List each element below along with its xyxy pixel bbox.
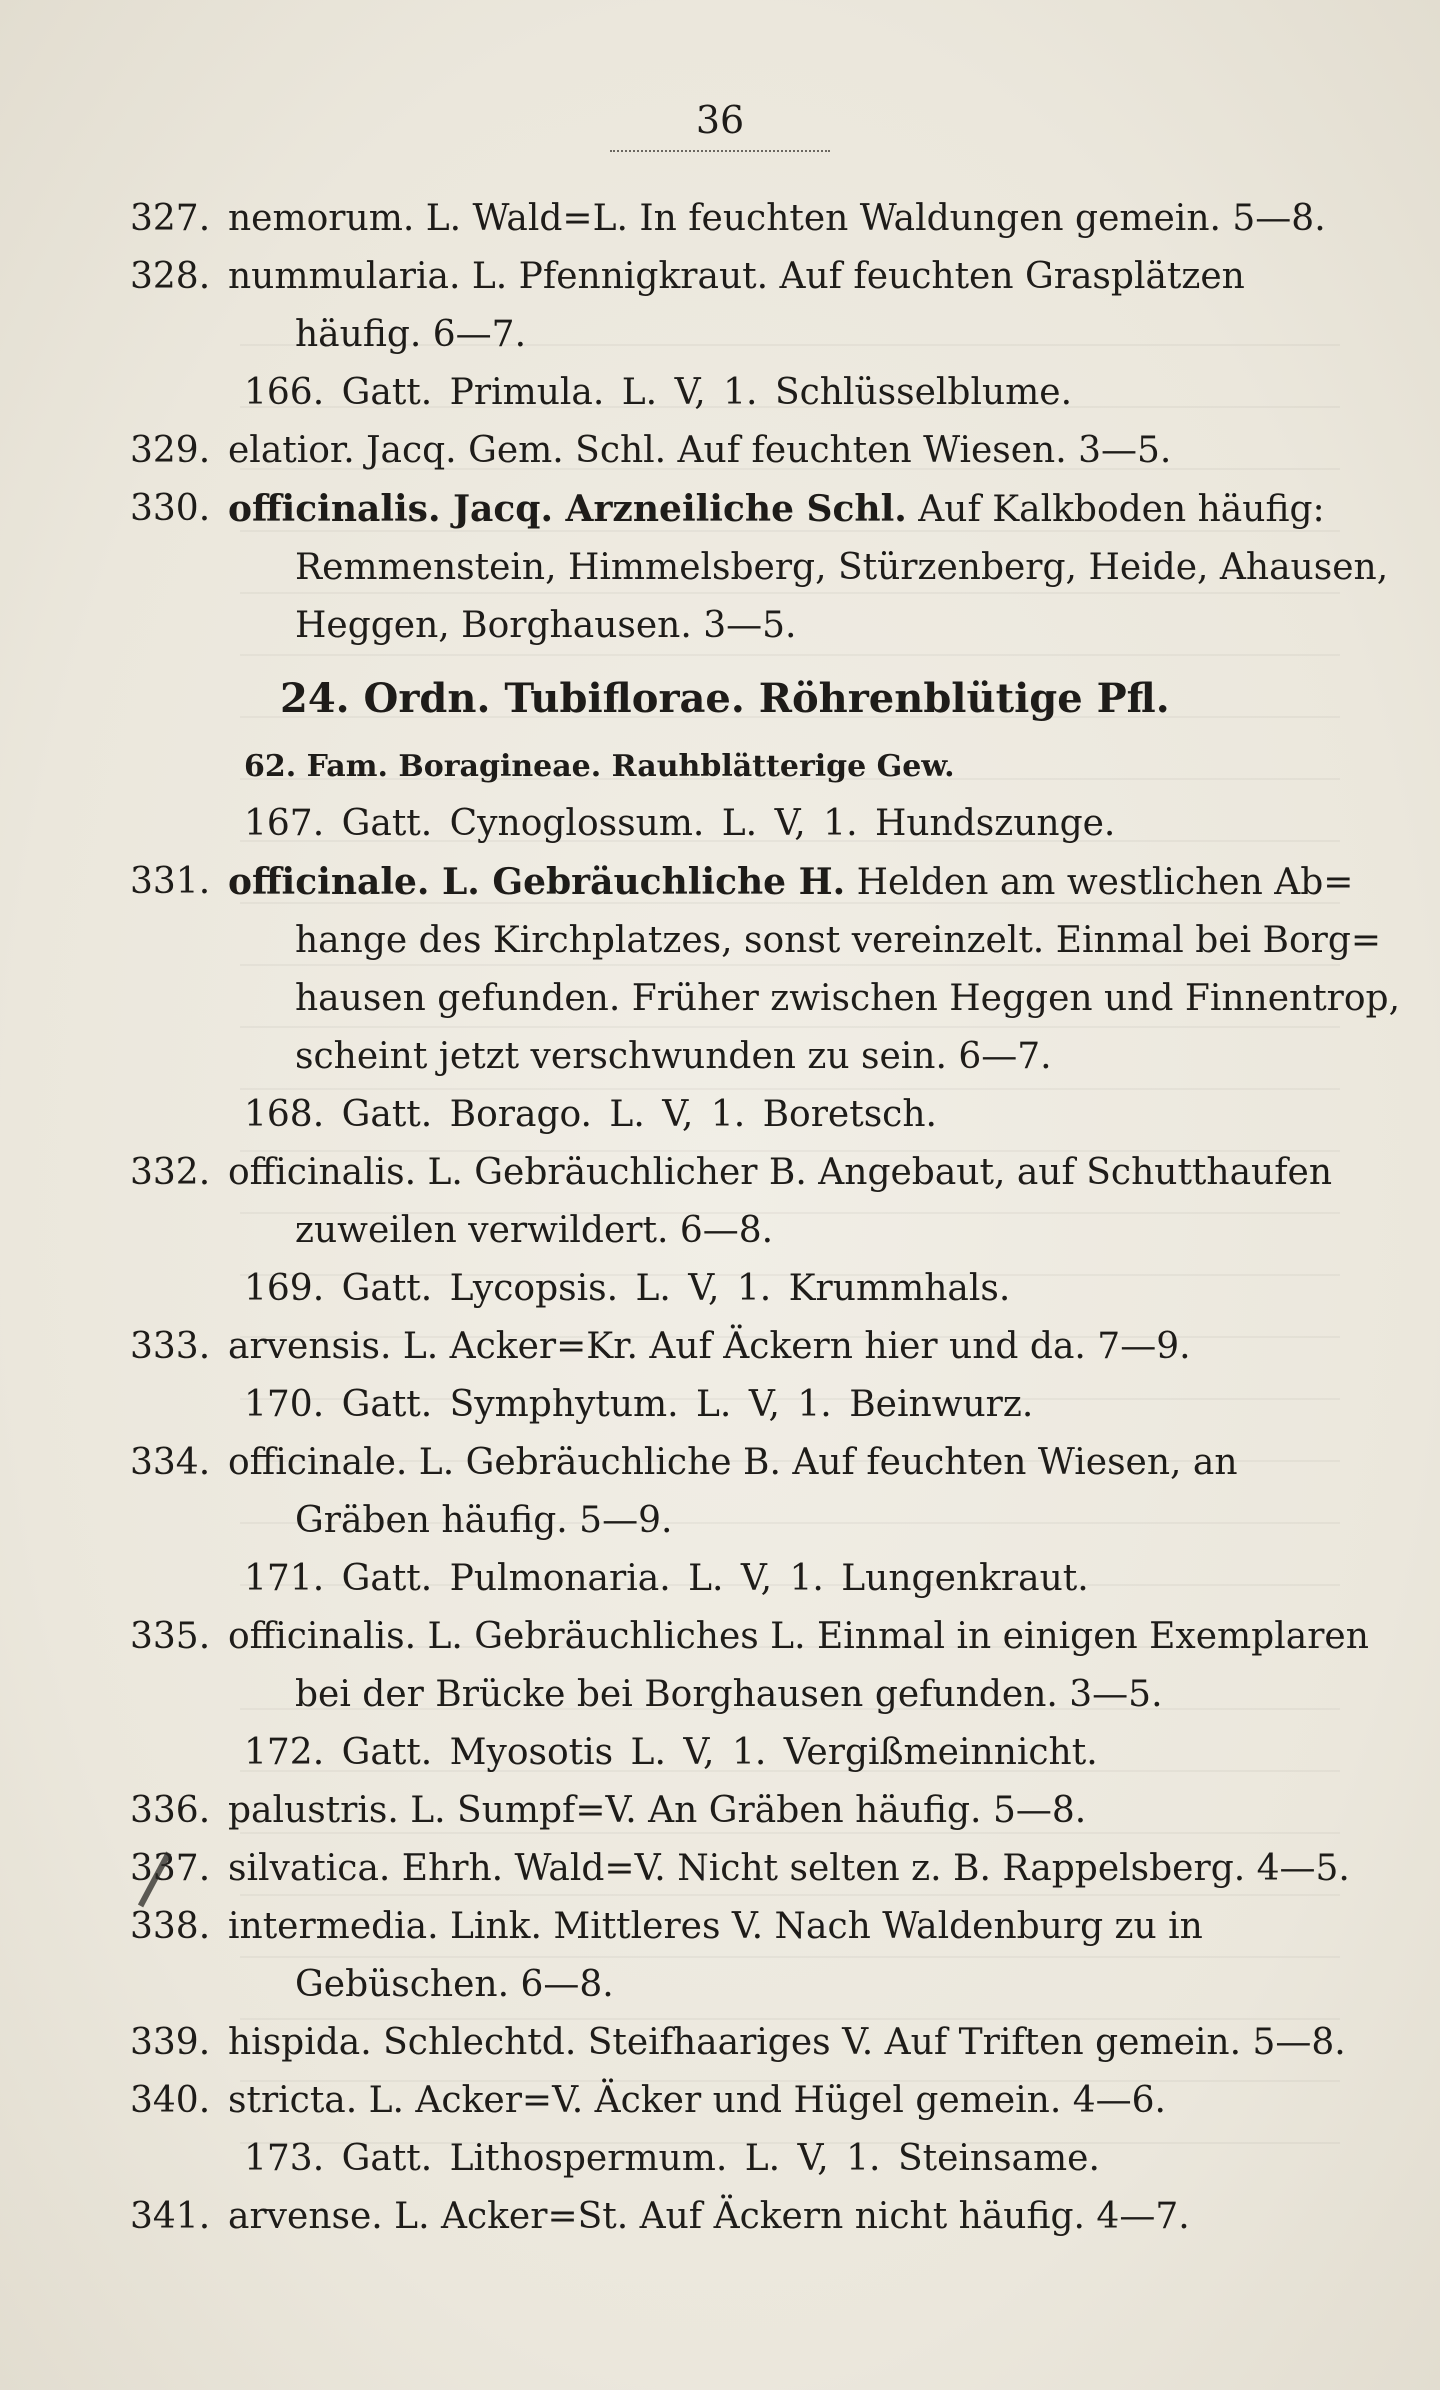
entry-number: 338. xyxy=(130,1906,211,1947)
species-entry xyxy=(0,1318,1440,1376)
entry-text: hispida. Schlechtd. Steifhaariges V. Auf Triften gemein. 5—8. xyxy=(228,2022,1346,2063)
species-entry xyxy=(0,190,1440,248)
species-entry xyxy=(0,1782,1440,1840)
entry-continuation-line: Gebüschen. 6—8. xyxy=(295,1964,614,2005)
genus-heading: 168. Gatt. Borago. L. V, 1. Boretsch. xyxy=(244,1094,937,1135)
genus-heading: 171. Gatt. Pulmonaria. L. V, 1. Lungenkraut. xyxy=(244,1558,1089,1599)
genus-heading: 166. Gatt. Primula. L. V, 1. Schlüsselblume. xyxy=(244,372,1073,413)
genus-heading: 170. Gatt. Symphytum. L. V, 1. Beinwurz. xyxy=(244,1384,1034,1425)
entry-number: 334. xyxy=(130,1442,211,1483)
entry-number: 329. xyxy=(130,430,211,471)
page-number: 36 xyxy=(695,98,745,142)
entry-text: nemorum. L. Wald=L. In feuchten Waldungen gemein. 5—8. xyxy=(228,198,1326,239)
page-number-rule xyxy=(610,150,830,154)
entry-continuation-line: häufig. 6—7. xyxy=(295,314,527,355)
species-entry xyxy=(0,1434,1440,1550)
entry-text: Helden am westlichen Ab= xyxy=(856,862,1354,903)
entry-bold-name: officinale. L. Gebräuchliche H. xyxy=(228,861,846,903)
species-entry xyxy=(0,1608,1440,1724)
genus-heading: 173. Gatt. Lithospermum. L. V, 1. Steinsame. xyxy=(244,2138,1100,2179)
family-heading: 62. Fam. Boragineae. Rauhblätterige Gew. xyxy=(244,749,955,784)
species-entry xyxy=(0,2188,1440,2246)
entry-number: 341. xyxy=(130,2196,211,2237)
entry-text: stricta. L. Acker=V. Äcker und Hügel gemein. 4—6. xyxy=(228,2080,1166,2121)
species-entry xyxy=(0,2014,1440,2072)
entry-continuation-line: bei der Brücke bei Borghausen gefunden. 3—5. xyxy=(295,1674,1163,1715)
entry-text: officinale. L. Gebräuchliche B. Auf feuchten Wiesen, an xyxy=(228,1442,1238,1483)
entry-text: intermedia. Link. Mittleres V. Nach Waldenburg zu in xyxy=(228,1906,1203,1947)
entry-text: nummularia. L. Pfennigkraut. Auf feuchten Grasplätzen xyxy=(228,256,1245,297)
entry-text: elatior. Jacq. Gem. Schl. Auf feuchten Wiesen. 3—5. xyxy=(228,430,1172,471)
entry-number: 335. xyxy=(130,1616,211,1657)
entry-text: Auf Kalkboden häufig: xyxy=(918,489,1325,530)
entry-text: palustris. L. Sumpf=V. An Gräben häufig. 5—8. xyxy=(228,1790,1087,1831)
entry-number: 337. xyxy=(130,1848,211,1889)
page-body xyxy=(0,190,1440,2246)
genus-heading: 167. Gatt. Cynoglossum. L. V, 1. Hundszunge. xyxy=(244,803,1116,844)
entry-continuation-line: scheint jetzt verschwunden zu sein. 6—7. xyxy=(295,1036,1052,1077)
entry-continuation-line: Gräben häufig. 5—9. xyxy=(295,1500,673,1541)
entry-continuation-line: hausen gefunden. Früher zwischen Heggen und Finnentrop, xyxy=(295,978,1401,1019)
entry-text: officinalis. L. Gebräuchliches L. Einmal in einigen Exemplaren xyxy=(228,1616,1369,1657)
genus-heading: 169. Gatt. Lycopsis. L. V, 1. Krummhals. xyxy=(244,1268,1011,1309)
entry-number: 327. xyxy=(130,198,211,239)
species-entry xyxy=(0,480,1440,655)
order-heading: 24. Ordn. Tubiflorae. Röhrenblütige Pfl. xyxy=(280,675,1170,722)
entry-continuation-line: Remmenstein, Himmelsberg, Stürzenberg, Heide, Ahausen, xyxy=(295,547,1389,588)
species-entry xyxy=(0,1898,1440,2014)
entry-continuation-line: Heggen, Borghausen. 3—5. xyxy=(295,605,797,646)
entry-number: 330. xyxy=(130,488,211,529)
species-entry xyxy=(0,853,1440,1086)
entry-continuation-line: zuweilen verwildert. 6—8. xyxy=(295,1210,774,1251)
species-entry xyxy=(0,1840,1440,1898)
entry-text: arvensis. L. Acker=Kr. Auf Äckern hier und da. 7—9. xyxy=(228,1326,1191,1367)
species-entry xyxy=(0,422,1440,480)
species-entry xyxy=(0,248,1440,364)
entry-text: silvatica. Ehrh. Wald=V. Nicht selten z. B. Rappelsberg. 4—5. xyxy=(228,1848,1350,1889)
entry-number: 339. xyxy=(130,2022,211,2063)
species-entry xyxy=(0,2072,1440,2130)
entry-text: arvense. L. Acker=St. Auf Äckern nicht häufig. 4—7. xyxy=(228,2196,1190,2237)
entry-number: 333. xyxy=(130,1326,211,1367)
entry-number: 340. xyxy=(130,2080,211,2121)
genus-heading: 172. Gatt. Myosotis L. V, 1. Vergißmeinnicht. xyxy=(244,1732,1098,1773)
entry-bold-name: officinalis. Jacq. Arzneiliche Schl. xyxy=(228,488,907,530)
entry-text: officinalis. L. Gebräuchlicher B. Angebaut, auf Schutthaufen xyxy=(228,1152,1333,1193)
entry-number: 331. xyxy=(130,861,211,902)
entry-number: 336. xyxy=(130,1790,211,1831)
entry-continuation-line: hange des Kirchplatzes, sonst vereinzelt. Einmal bei Borg= xyxy=(295,920,1382,961)
entry-number: 332. xyxy=(130,1152,211,1193)
entry-number: 328. xyxy=(130,256,211,297)
species-entry xyxy=(0,1144,1440,1260)
